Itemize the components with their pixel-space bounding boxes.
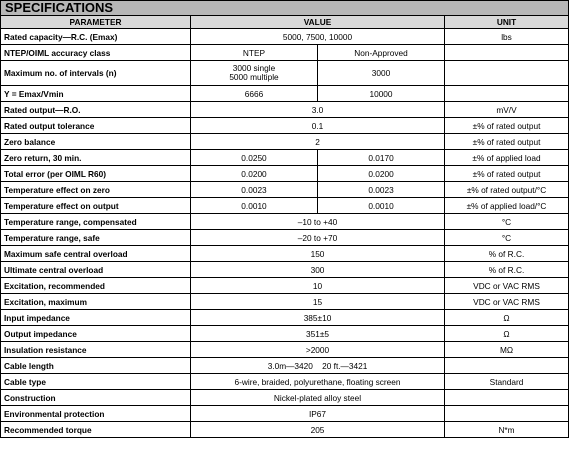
param-cell: Rated capacity—R.C. (Emax) [1, 29, 191, 45]
table-row [1, 118, 569, 134]
table-row [1, 150, 569, 166]
table-row [1, 102, 569, 118]
unit-cell: VDC or VAC RMS [445, 278, 569, 294]
unit-cell [445, 358, 569, 374]
unit-cell [445, 45, 569, 61]
param-cell: Temperature effect on output [1, 198, 191, 214]
header-value: VALUE [191, 16, 445, 29]
param-cell: Construction [1, 390, 191, 406]
value-cell: 385±10 [191, 310, 445, 326]
param-cell: Excitation, recommended [1, 278, 191, 294]
value-cell-a: 0.0010 [191, 198, 318, 214]
unit-cell [445, 406, 569, 422]
param-cell: Temperature range, compensated [1, 214, 191, 230]
unit-cell: MΩ [445, 342, 569, 358]
table-row [1, 214, 569, 230]
value-cell-b: 3000 [318, 61, 445, 86]
unit-cell: % of R.C. [445, 262, 569, 278]
param-cell: Ultimate central overload [1, 262, 191, 278]
table-row [1, 310, 569, 326]
value-cell-b: 10000 [318, 86, 445, 102]
unit-cell [445, 390, 569, 406]
value-cell: IP67 [191, 406, 445, 422]
value-line: 5000 multiple [229, 72, 279, 82]
value-line: 3000 single [232, 63, 276, 73]
param-cell: NTEP/OIML accuracy class [1, 45, 191, 61]
value-cell: 351±5 [191, 326, 445, 342]
value-cell: 205 [191, 422, 445, 438]
param-cell: Recommended torque [1, 422, 191, 438]
table-row [1, 374, 569, 390]
table-row [1, 182, 569, 198]
value-cell: 10 [191, 278, 445, 294]
table-row [1, 198, 569, 214]
unit-cell: ±% of applied load [445, 150, 569, 166]
table-row [1, 294, 569, 310]
value-cell-a [191, 61, 318, 86]
unit-cell: N*m [445, 422, 569, 438]
param-cell: Maximum no. of intervals (n) [1, 61, 191, 86]
table-header-row [1, 16, 569, 29]
param-cell: Temperature range, safe [1, 230, 191, 246]
value-cell-b: 0.0010 [318, 198, 445, 214]
value-cell: –10 to +40 [191, 214, 445, 230]
value-cell: 6-wire, braided, polyurethane, floating screen [191, 374, 445, 390]
unit-cell: °C [445, 230, 569, 246]
unit-cell: ±% of rated output [445, 134, 569, 150]
table-row [1, 262, 569, 278]
value-cell: 5000, 7500, 10000 [191, 29, 445, 45]
table-row [1, 278, 569, 294]
param-cell: Cable type [1, 374, 191, 390]
value-cell-b: 0.0200 [318, 166, 445, 182]
unit-cell: Ω [445, 310, 569, 326]
unit-cell: lbs [445, 29, 569, 45]
param-cell: Input impedance [1, 310, 191, 326]
value-cell-a: 0.0200 [191, 166, 318, 182]
unit-cell: ±% of applied load/°C [445, 198, 569, 214]
value-cell-b: 0.0170 [318, 150, 445, 166]
header-parameter: PARAMETER [1, 16, 191, 29]
unit-cell: Standard [445, 374, 569, 390]
value-cell-a: NTEP [191, 45, 318, 61]
param-cell: Rated output—R.O. [1, 102, 191, 118]
unit-cell: VDC or VAC RMS [445, 294, 569, 310]
unit-cell: mV/V [445, 102, 569, 118]
table-row [1, 406, 569, 422]
param-cell: Zero balance [1, 134, 191, 150]
table-row [1, 422, 569, 438]
value-cell-a: 6666 [191, 86, 318, 102]
param-cell: Cable length [1, 358, 191, 374]
value-cell: 2 [191, 134, 445, 150]
value-cell-b: Non-Approved [318, 45, 445, 61]
header-unit: UNIT [445, 16, 569, 29]
value-cell: 3.0m—3420 20 ft.—3421 [191, 358, 445, 374]
table-row [1, 29, 569, 45]
table-row [1, 45, 569, 61]
value-cell-b: 0.0023 [318, 182, 445, 198]
page-title: SPECIFICATIONS [0, 0, 569, 15]
value-cell-a: 0.0250 [191, 150, 318, 166]
table-row [1, 61, 569, 86]
table-row [1, 326, 569, 342]
table-row [1, 86, 569, 102]
unit-cell: ±% of rated output [445, 118, 569, 134]
value-cell: –20 to +70 [191, 230, 445, 246]
value-cell: 15 [191, 294, 445, 310]
param-cell: Rated output tolerance [1, 118, 191, 134]
param-cell: Zero return, 30 min. [1, 150, 191, 166]
table-row [1, 230, 569, 246]
unit-cell: % of R.C. [445, 246, 569, 262]
value-cell: 150 [191, 246, 445, 262]
table-row [1, 246, 569, 262]
unit-cell: °C [445, 214, 569, 230]
value-cell: 300 [191, 262, 445, 278]
param-cell: Environmental protection [1, 406, 191, 422]
table-row [1, 390, 569, 406]
param-cell: Temperature effect on zero [1, 182, 191, 198]
table-row [1, 342, 569, 358]
value-cell-a: 0.0023 [191, 182, 318, 198]
unit-cell: ±% of rated output [445, 166, 569, 182]
param-cell: Excitation, maximum [1, 294, 191, 310]
table-row [1, 166, 569, 182]
value-cell: 0.1 [191, 118, 445, 134]
unit-cell [445, 61, 569, 86]
param-cell: Maximum safe central overload [1, 246, 191, 262]
unit-cell: Ω [445, 326, 569, 342]
param-cell: Insulation resistance [1, 342, 191, 358]
spec-table [0, 15, 569, 438]
table-row [1, 358, 569, 374]
param-cell: Output impedance [1, 326, 191, 342]
value-cell: >2000 [191, 342, 445, 358]
value-cell: Nickel-plated alloy steel [191, 390, 445, 406]
table-row [1, 134, 569, 150]
value-cell: 3.0 [191, 102, 445, 118]
unit-cell [445, 86, 569, 102]
param-cell: Total error (per OIML R60) [1, 166, 191, 182]
unit-cell: ±% of rated output/°C [445, 182, 569, 198]
param-cell: Y = Emax/Vmin [1, 86, 191, 102]
